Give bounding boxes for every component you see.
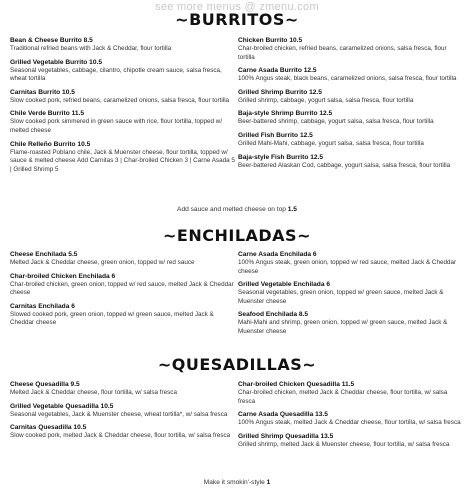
item-name: Chicken Burrito bbox=[238, 37, 288, 44]
item-description: Traditional refried beans with Jack & Cheddar, flour tortilla bbox=[10, 45, 172, 52]
item-description: Slow cooked pork simmered in green sauce with rice, flour tortilla, topped w/ melted cheese bbox=[10, 118, 223, 134]
item-name-line bbox=[10, 140, 236, 149]
item-name-line bbox=[238, 250, 464, 259]
menu-item bbox=[10, 272, 236, 298]
menu-item bbox=[238, 109, 464, 127]
item-name: Seafood Enchilada bbox=[238, 311, 297, 319]
item-name: Cheese Enchilada bbox=[10, 251, 67, 258]
section-title-enchiladas: ~ENCHILADAS~ bbox=[163, 226, 311, 245]
menu-item bbox=[10, 109, 236, 135]
note-price: 1.5 bbox=[287, 206, 297, 213]
menu-item bbox=[10, 140, 236, 175]
quesadillas-note bbox=[0, 479, 474, 486]
item-name-line bbox=[238, 380, 464, 389]
item-description: Melted Jack & Cheddar cheese, flour tortilla, w/ salsa fresca bbox=[10, 389, 177, 396]
item-name-line bbox=[10, 402, 236, 411]
item-description: Grilled Mahi-Mahi, cabbage, yogurt salsa, salsa fresca, flour tortilla bbox=[238, 139, 424, 147]
item-name: Cheese Quesadilla bbox=[10, 381, 69, 388]
item-price: 13.5 bbox=[315, 411, 328, 419]
item-description: Slow cooked pork, melted Jack & Cheddar cheese, flour tortilla, w/ salsa fresca bbox=[10, 432, 231, 440]
item-name-line bbox=[10, 58, 236, 67]
menu-item bbox=[238, 310, 464, 336]
item-name-line bbox=[238, 432, 464, 441]
item-price: 12.5 bbox=[319, 110, 333, 118]
item-description: Seasonal vegetables, cabbage, cilantro, chipotle cream sauce, salsa fresca, wheat tortilla bbox=[10, 66, 222, 83]
item-name-line bbox=[10, 109, 236, 118]
item-description: Char-broiled chicken, refried beans, caramelized onions, salsa fresca, flour tortilla bbox=[238, 45, 447, 61]
item-price: 10.5 bbox=[89, 58, 102, 66]
menu-item bbox=[238, 250, 464, 276]
item-name: Grilled Shrimp Quesadilla bbox=[238, 432, 319, 440]
menu-item bbox=[10, 380, 236, 398]
item-description: Slow cooked pork, refried beans, caramelized onions, salsa fresca, flour tortilla bbox=[10, 96, 230, 104]
item-name: Carnitas Quesadilla bbox=[10, 424, 72, 432]
item-name: Baja-style Shrimp Burrito bbox=[238, 110, 318, 118]
item-name-line bbox=[238, 410, 464, 419]
menu-item bbox=[10, 58, 236, 84]
item-name-line bbox=[238, 109, 464, 118]
menu-item bbox=[10, 423, 236, 441]
item-description: 100% Angus steak, black beans, caramelized onions, salsa fresca, flour tortilla bbox=[238, 75, 457, 83]
menu-item bbox=[238, 410, 464, 428]
menu-item bbox=[10, 36, 236, 54]
enchiladas-right-column bbox=[238, 250, 464, 341]
item-description: 100% Angus steak, green onion, topped w/ red sauce, melted Jack & Cheddar cheese bbox=[238, 259, 457, 275]
item-name: Grilled Shrimp Burrito bbox=[238, 88, 308, 96]
watermark: see more menus @ zmenu.com bbox=[155, 1, 319, 13]
item-price: 8.5 bbox=[298, 311, 309, 319]
item-description: Grilled shrimp, melted Jack & Muenster cheese, flour tortilla, w/ salsa fresca bbox=[238, 440, 450, 448]
item-price: 11.5 bbox=[341, 381, 355, 388]
burritos-right-column bbox=[238, 36, 464, 174]
item-name-line bbox=[238, 36, 464, 45]
note-text: Add sauce and melted cheese on top bbox=[177, 206, 286, 213]
item-name-line bbox=[10, 423, 236, 432]
item-description: Grilled shrimp, cabbage, yogurt salsa, salsa fresca, flour tortilla bbox=[238, 96, 414, 104]
item-name: Char-broiled Chicken Quesadilla bbox=[238, 381, 340, 388]
item-description: Seasonal vegetables, Jack & Muenster cheese, wheat tortilla*, w/ salsa fresca bbox=[10, 410, 228, 418]
item-name: Carne Asada Enchilada bbox=[238, 251, 312, 258]
item-name-line bbox=[238, 280, 464, 289]
item-name: Baja-style Fish Burrito bbox=[238, 153, 309, 161]
item-name: Chile Verde Burrito bbox=[10, 110, 70, 118]
menu-item bbox=[238, 36, 464, 62]
item-price: 10.5 bbox=[62, 88, 75, 96]
item-name: Bean & Cheese Burrito bbox=[10, 37, 82, 44]
menu-item bbox=[10, 302, 236, 328]
quesadillas-left-column bbox=[10, 380, 236, 445]
item-price: 8.5 bbox=[83, 37, 93, 44]
menu-item bbox=[238, 280, 464, 306]
item-price: 6 bbox=[111, 272, 116, 280]
item-description: 100% Angus steak, melted Jack & Cheddar cheese, flour tortilla, w/ salsa fresca bbox=[238, 419, 461, 427]
note-price: 1 bbox=[266, 479, 271, 486]
item-price: 12.5 bbox=[310, 153, 324, 161]
item-name-line bbox=[238, 310, 464, 319]
item-name: Grilled Vegetable Burrito bbox=[10, 58, 88, 66]
item-price: 12.5 bbox=[299, 131, 313, 139]
menu-item bbox=[238, 66, 464, 84]
item-price: 9.5 bbox=[70, 381, 80, 388]
item-name-line bbox=[10, 380, 236, 389]
burritos-note bbox=[0, 206, 474, 213]
menu-item bbox=[238, 432, 464, 450]
item-name: Chile Relleño Burrito bbox=[10, 140, 76, 148]
item-name-line bbox=[10, 302, 236, 311]
quesadillas-right-column bbox=[238, 380, 464, 453]
item-name: Carne Asada Quesadilla bbox=[238, 411, 314, 419]
item-description: Beer-battered shrimp, cabbage, yogurt salsa, salsa fresca, flour tortilla bbox=[238, 118, 434, 126]
item-description: Mahi-Mahi and shrimp, green onion, topped w/ green sauce, melted Jack & Muenster cheese bbox=[238, 319, 448, 335]
menu-item bbox=[10, 250, 236, 268]
item-name-line bbox=[238, 131, 464, 140]
item-price: 10.5 bbox=[289, 37, 303, 44]
item-description: Melted Jack & Cheddar cheese, green onion, topped w/ red sauce bbox=[10, 259, 195, 266]
menu-item bbox=[10, 402, 236, 420]
enchiladas-left-column bbox=[10, 250, 236, 332]
item-name: Char-broiled Chicken Enchilada bbox=[10, 272, 110, 280]
menu-item bbox=[238, 380, 464, 406]
item-description: Char-broiled chicken, green onion, topped w/ red sauce, melted Jack & Cheddar cheese bbox=[10, 280, 234, 297]
item-name-line bbox=[10, 272, 236, 281]
item-name: Carne Asada Burrito bbox=[238, 67, 302, 75]
menu-item bbox=[238, 131, 464, 149]
item-price: 6 bbox=[326, 281, 330, 289]
item-name-line bbox=[10, 250, 236, 259]
item-name: Grilled Vegetable Quesadilla bbox=[10, 402, 99, 410]
item-description: Beer-battered Alaskan Cod, cabbage, yogurt salsa, salsa fresca, flour tortilla bbox=[238, 161, 451, 169]
burritos-left-column bbox=[10, 36, 236, 178]
item-name-line bbox=[10, 88, 236, 97]
item-description: Char-broiled chicken, melted Jack & Cheddar cheese, flour tortilla, w/ salsa fresca bbox=[238, 389, 448, 405]
item-name: Carnitas Enchilada bbox=[10, 302, 70, 310]
note-text: Make it smokin'-style bbox=[203, 479, 265, 486]
item-price: 5.5 bbox=[68, 251, 78, 258]
item-description: Slowed cooked pork, green onion, topped w/ green sauce, melted Jack & Cheddar cheese bbox=[10, 310, 214, 327]
item-name-line bbox=[238, 153, 464, 162]
item-price: 13.5 bbox=[320, 432, 334, 440]
item-price: 11.5 bbox=[71, 110, 85, 118]
item-description: Seasonal vegetables, green onion, topped w/ green sauce, melted Jack & Muenster cheese bbox=[238, 289, 444, 305]
item-price: 10.5 bbox=[77, 140, 91, 148]
item-name-line bbox=[238, 66, 464, 75]
item-name-line bbox=[10, 36, 236, 45]
item-name-line bbox=[238, 88, 464, 97]
item-name: Carnitas Burrito bbox=[10, 88, 61, 96]
item-price: 10.5 bbox=[100, 402, 114, 410]
item-name: Grilled Vegetable Enchilada bbox=[238, 281, 325, 289]
item-price: 6 bbox=[71, 302, 75, 310]
item-price: 12.5 bbox=[309, 88, 322, 96]
section-title-burritos: ~BURRITOS~ bbox=[175, 10, 299, 29]
menu-item bbox=[238, 88, 464, 106]
item-description: Flame-roasted Poblano chile, Jack & Muenster cheese, flour tortilla, topped w/ sauce & melted cheese Add Carnitas 3 | Char-broiled Chicken 3 | Carne Asada 5 | Grilled Shrimp 5 bbox=[10, 148, 235, 173]
item-name: Grilled Fish Burrito bbox=[238, 131, 299, 139]
item-price: 6 bbox=[312, 251, 317, 258]
item-price: 10.5 bbox=[73, 424, 87, 432]
menu-item bbox=[238, 153, 464, 171]
section-title-quesadillas: ~QUESADILLAS~ bbox=[157, 355, 317, 374]
item-price: 12.5 bbox=[303, 67, 317, 75]
menu-item bbox=[10, 88, 236, 106]
